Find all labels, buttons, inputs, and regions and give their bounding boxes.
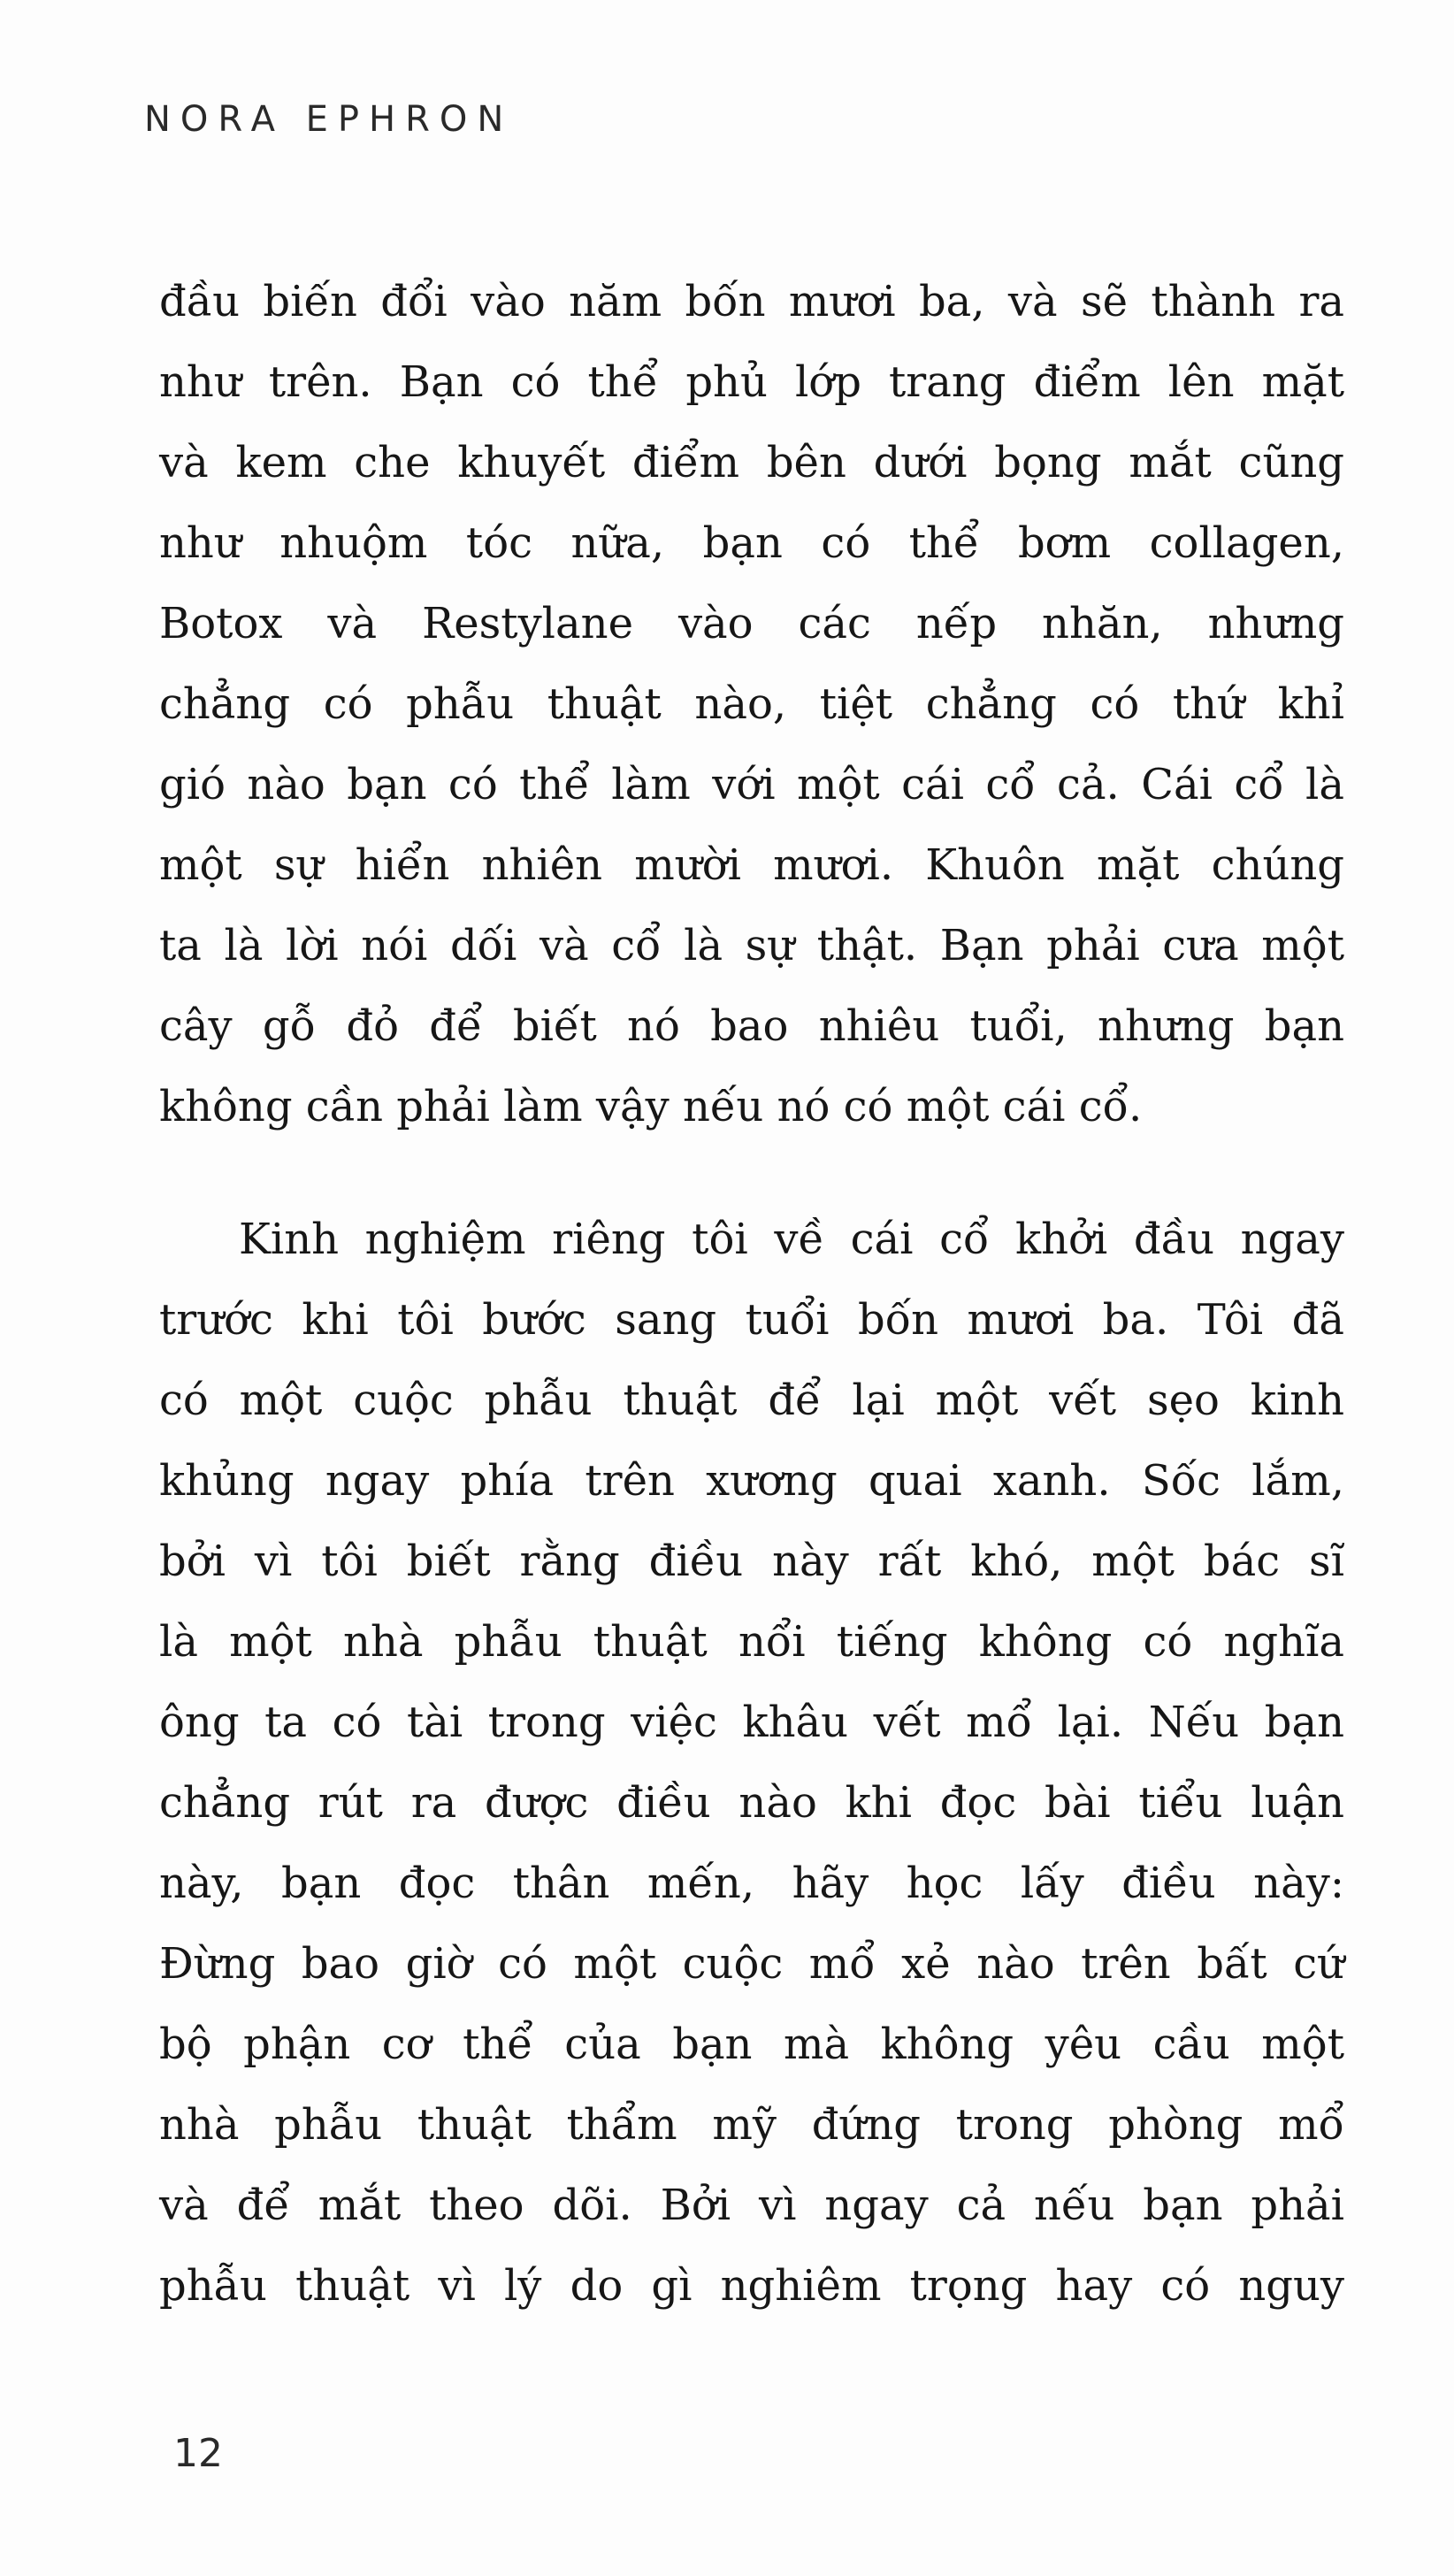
text-line: có một cuộc phẫu thuật để lại một vết sẹo kinh xyxy=(159,1376,1344,1425)
paragraph-2 xyxy=(159,1200,1344,2327)
text-line: một sự hiển nhiên mười mươi. Khuôn mặt chúng xyxy=(159,840,1344,890)
text-line: nhà phẫu thuật thẩm mỹ đứng trong phòng mổ xyxy=(159,2100,1344,2150)
text-line: như trên. Bạn có thể phủ lớp trang điểm lên mặt xyxy=(159,357,1344,407)
text-line: đầu biến đổi vào năm bốn mươi ba, và sẽ thành ra xyxy=(159,277,1344,326)
text-line: ta là lời nói dối và cổ là sự thật. Bạn phải cưa một xyxy=(159,921,1344,970)
text-line: và để mắt theo dõi. Bởi vì ngay cả nếu bạn phải xyxy=(159,2181,1344,2230)
text-line: Kinh nghiệm riêng tôi về cái cổ khởi đầu ngay xyxy=(239,1215,1344,1264)
text-line: này, bạn đọc thân mến, hãy học lấy điều này: xyxy=(159,1859,1344,1908)
page-number: 12 xyxy=(173,2431,223,2476)
text-line: như nhuộm tóc nữa, bạn có thể bơm collagen, xyxy=(159,518,1344,568)
text-line: chẳng rút ra được điều nào khi đọc bài tiểu luận xyxy=(159,1778,1344,1828)
running-head-author: NORA EPHRON xyxy=(144,99,514,140)
text-line: Đừng bao giờ có một cuộc mổ xẻ nào trên bất cứ xyxy=(159,1939,1344,1989)
text-line: trước khi tôi bước sang tuổi bốn mươi ba. Tôi đã xyxy=(159,1295,1344,1345)
text-line: bộ phận cơ thể của bạn mà không yêu cầu một xyxy=(159,2020,1344,2069)
text-line: phẫu thuật vì lý do gì nghiêm trọng hay có nguy xyxy=(159,2261,1344,2311)
paragraph-1 xyxy=(159,262,1344,1147)
text-line: không cần phải làm vậy nếu nó có một cái cổ. xyxy=(159,1082,1143,1131)
text-line: là một nhà phẫu thuật nổi tiếng không có nghĩa xyxy=(159,1617,1344,1667)
text-line: cây gỗ đỏ để biết nó bao nhiêu tuổi, nhưng bạn xyxy=(159,1001,1344,1051)
text-line: và kem che khuyết điểm bên dưới bọng mắt cũng xyxy=(159,438,1344,487)
text-line: ông ta có tài trong việc khâu vết mổ lại. Nếu bạn xyxy=(159,1698,1344,1747)
text-line: bởi vì tôi biết rằng điều này rất khó, một bác sĩ xyxy=(159,1537,1344,1586)
text-line: chẳng có phẫu thuật nào, tiệt chẳng có thứ khỉ xyxy=(159,679,1344,729)
text-line: gió nào bạn có thể làm với một cái cổ cả. Cái cổ là xyxy=(159,760,1344,809)
text-line: khủng ngay phía trên xương quai xanh. Sốc lắm, xyxy=(159,1456,1344,1506)
text-line: Botox và Restylane vào các nếp nhăn, nhưng xyxy=(159,599,1344,648)
